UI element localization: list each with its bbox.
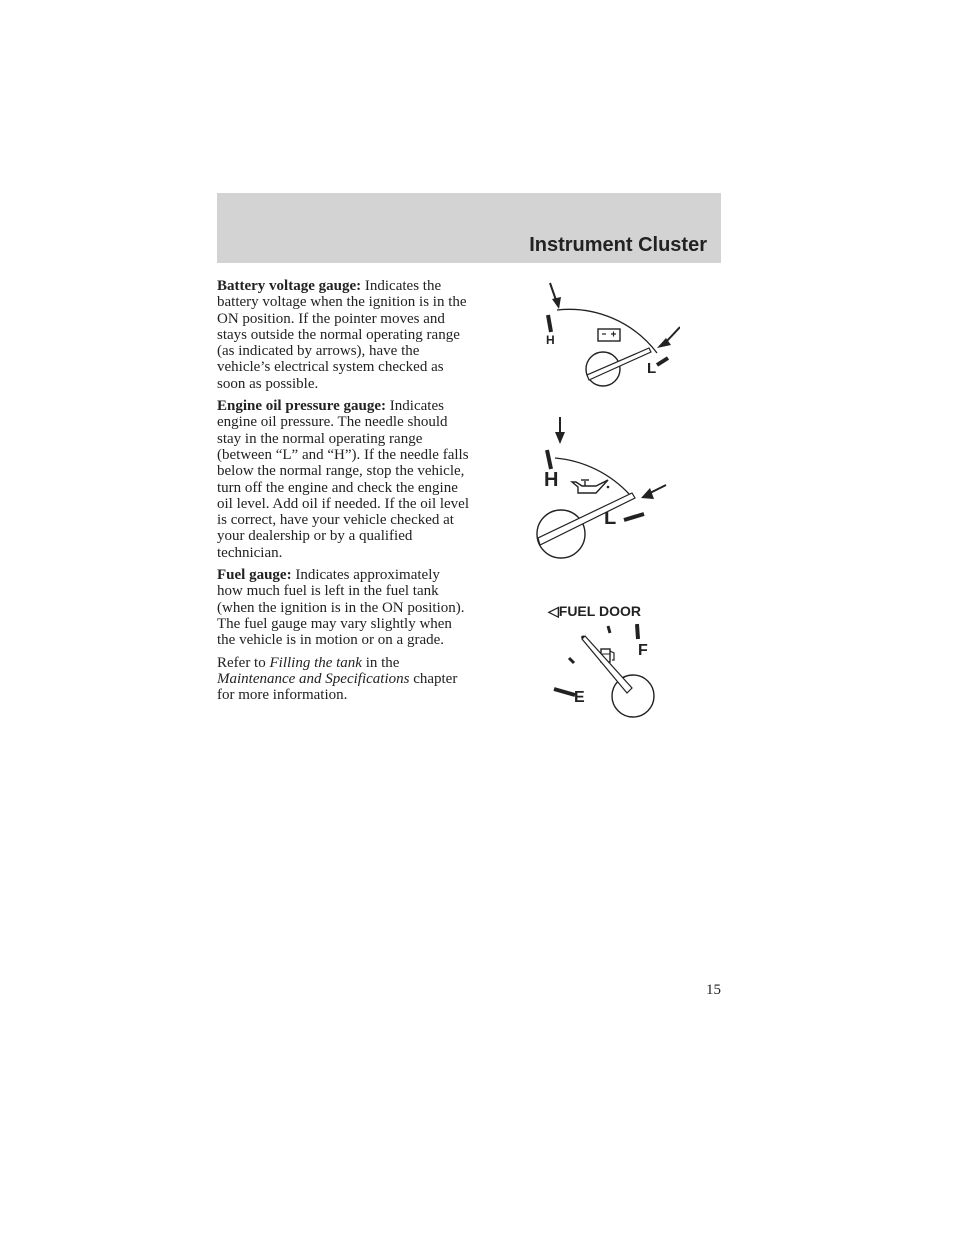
- fuel-quarter-tick: [569, 658, 574, 663]
- oil-low-tick: [624, 514, 644, 520]
- oil-body: Indicates engine oil pressure. The needle should stay in the normal operating range (between “L” and “H”). If the needle falls below the normal range, stop the vehicle, turn off the engine and check the engine oil level. Add oil if needed. If the oil level is correct, have your vehicle checked at your dealership or by a qualified technician.: [217, 398, 470, 561]
- down-arrow-icon: [555, 417, 565, 444]
- fuel-empty-label: E: [574, 689, 585, 706]
- refer-paragraph: [217, 655, 469, 704]
- down-arrow-icon: [550, 283, 561, 309]
- battery-paragraph: [217, 278, 469, 392]
- fuel-empty-tick: [554, 689, 575, 695]
- fuel-threequarter-tick: [608, 626, 610, 633]
- fuel-full-tick: [637, 624, 638, 639]
- arrow-icon: [641, 485, 666, 499]
- fuel-full-label: F: [638, 642, 648, 659]
- oil-gauge-figure: [530, 415, 680, 565]
- fuel-body: Indicates approximately how much fuel is left in the fuel tank (when the ignition is in the ON position). The fuel gauge may vary slightly when the vehicle is in motion or on a grade.: [217, 567, 465, 649]
- battery-term: Battery voltage gauge:: [217, 278, 362, 294]
- refer-mid: in the: [361, 654, 400, 671]
- refer-suffix: chapter for more information.: [217, 670, 458, 704]
- oil-paragraph: [217, 398, 469, 561]
- battery-high-label: H: [546, 333, 555, 347]
- arrow-icon: [657, 327, 680, 348]
- page-number: 15: [706, 982, 721, 998]
- battery-gauge-arc: [557, 309, 657, 353]
- body-text: [217, 278, 469, 709]
- fuel-paragraph: [217, 567, 469, 648]
- battery-body: Indicates the battery voltage when the ignition is in the ON position. If the pointer moves and stays outside the normal operating range (as indicated by arrows), have the vehicle’s electrical system checked as soon as possible.: [217, 278, 467, 392]
- fuel-gauge-figure: [540, 598, 670, 723]
- oil-can-icon: [572, 480, 609, 493]
- oil-high-label: H: [544, 469, 559, 491]
- battery-low-tick: [657, 358, 668, 365]
- refer-link-filling: Filling the tank: [269, 654, 362, 671]
- chapter-title: Instrument Cluster: [529, 234, 707, 256]
- battery-low-label: L: [647, 360, 657, 377]
- oil-low-label: L: [604, 507, 617, 529]
- oil-high-tick: [547, 450, 551, 469]
- refer-link-maintenance: Maintenance and Specifications: [217, 670, 410, 687]
- fuel-door-label: ◁FUEL DOOR: [548, 603, 641, 619]
- oil-gauge-arc: [555, 458, 630, 495]
- fuel-gauge-needle: [582, 636, 632, 693]
- battery-gauge-figure: [530, 276, 680, 396]
- refer-prefix: Refer to: [217, 654, 270, 671]
- oil-term: Engine oil pressure gauge:: [217, 398, 387, 415]
- battery-high-tick: [548, 315, 551, 332]
- battery-icon: [598, 329, 620, 341]
- chapter-header: [217, 193, 721, 263]
- fuel-term: Fuel gauge:: [217, 567, 292, 584]
